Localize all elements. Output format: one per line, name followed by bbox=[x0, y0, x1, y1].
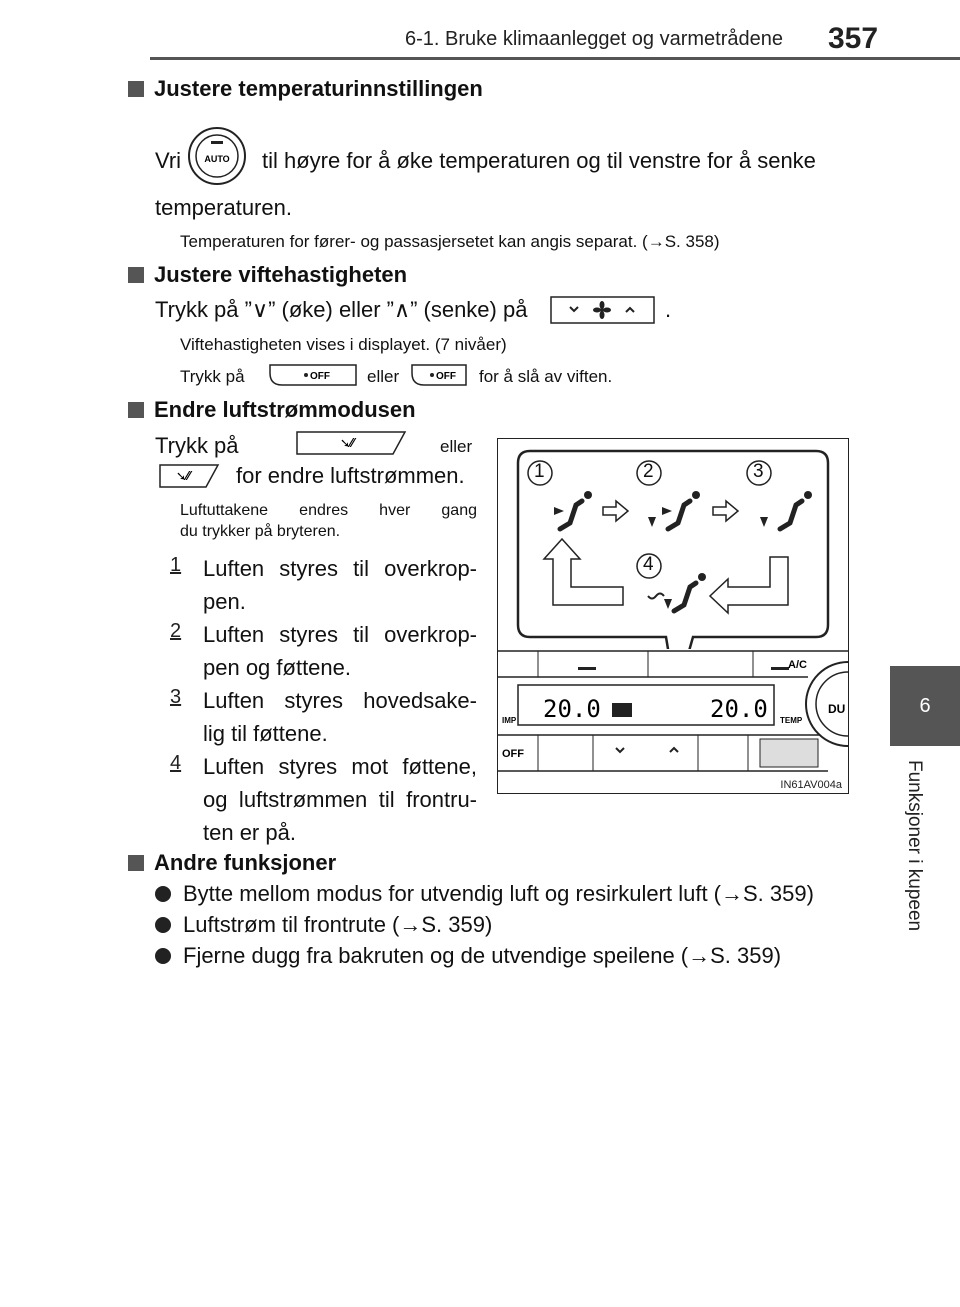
page-number: 357 bbox=[828, 22, 879, 55]
svg-text:➘⁄⁄: ➘⁄⁄ bbox=[340, 436, 355, 450]
temp-note: Temperaturen for fører- og passasjersetet kan angis separat. (→S. 358) bbox=[180, 232, 720, 251]
dial-label: DU bbox=[828, 702, 846, 716]
section-header-title: 6-1. Bruke klimaanlegget og varmetrådene bbox=[405, 28, 783, 50]
off-label: OFF bbox=[436, 371, 456, 382]
heading-temperature: Justere temperaturinnstillingen bbox=[128, 76, 483, 102]
climate-control-figure bbox=[497, 438, 849, 794]
airflow-mode-button-icon bbox=[158, 463, 220, 489]
bullet-dot-icon bbox=[155, 948, 171, 964]
bullet-item: Bytte mellom modus for utvendig luft og resirkulert luft (→S. 359) bbox=[155, 881, 814, 907]
square-bullet-icon bbox=[128, 402, 144, 418]
bullet-dot-icon bbox=[155, 886, 171, 902]
display-temp-right: 20.0 bbox=[710, 695, 768, 723]
square-bullet-icon bbox=[128, 81, 144, 97]
off-button-label: OFF bbox=[502, 748, 524, 760]
list-item: 4 Luften styres mot føttene, og luftstrømmen til frontru- ten er på. bbox=[170, 752, 477, 845]
fan-note-2-middle: eller bbox=[367, 367, 400, 386]
bullet-dot-icon bbox=[155, 917, 171, 933]
header-divider bbox=[150, 57, 960, 60]
list-item: 2 Luften styres til overkrop- pen og føttene. bbox=[170, 620, 477, 680]
list-item: 3 Luften styres hovedsake- lig til føttene. bbox=[170, 686, 477, 746]
svg-text:➘⁄⁄: ➘⁄⁄ bbox=[176, 469, 191, 483]
fan-speed-button-icon bbox=[550, 296, 655, 324]
fan-instruction-suffix: . bbox=[665, 297, 672, 322]
chapter-title: Funksjoner i kupeen bbox=[904, 760, 925, 932]
fan-note-2-suffix: for å slå av viften. bbox=[479, 367, 613, 386]
fan-note-1: Viftehastigheten vises i displayet. (7 nivåer) bbox=[180, 335, 507, 354]
knob-label: AUTO bbox=[204, 154, 230, 164]
fan-instruction: Trykk på ”∨” (øke) eller ”∧” (senke) på bbox=[155, 297, 528, 322]
airflow-note-line1: Luftuttakene endres hver gang bbox=[180, 502, 477, 519]
chapter-tab: 6 bbox=[890, 666, 960, 746]
callout-number: 4 bbox=[643, 554, 654, 575]
fan-off-button-icon bbox=[410, 363, 468, 387]
temp-left-label: IMP bbox=[502, 716, 517, 725]
bullet-item: Fjerne dugg fra bakruten og de utvendige speilene (→S. 359) bbox=[155, 943, 781, 969]
airflow-instruction-line2: for endre luftstrømmen. bbox=[236, 463, 465, 488]
airflow-note-line2: du trykker på bryteren. bbox=[180, 523, 341, 540]
list-item: 1 Luften styres til overkrop- pen. bbox=[170, 554, 477, 614]
ac-label: A/C bbox=[788, 659, 807, 671]
display-temp-left: 20.0 bbox=[543, 695, 601, 723]
figure-illustration bbox=[498, 439, 848, 793]
temp-instruction-suffix: til høyre for å øke temperaturen og til venstre for å senke bbox=[262, 148, 816, 173]
temp-instruction-line1: Vri bbox=[155, 148, 182, 173]
temp-instruction-line2: temperaturen. bbox=[155, 195, 292, 220]
square-bullet-icon bbox=[128, 855, 144, 871]
airflow-mode-list bbox=[170, 552, 477, 849]
heading-airflow: Endre luftstrømmodusen bbox=[128, 397, 416, 423]
fan-note-2-prefix: Trykk på bbox=[180, 367, 245, 386]
callout-number: 3 bbox=[753, 461, 764, 482]
figure-code: IN61AV004a bbox=[780, 779, 842, 791]
airflow-instruction-suffix: eller bbox=[440, 437, 473, 456]
heading-fan: Justere viftehastigheten bbox=[128, 262, 407, 288]
off-label: OFF bbox=[310, 371, 330, 382]
auto-knob-icon bbox=[187, 126, 247, 186]
callout-number: 2 bbox=[643, 461, 654, 482]
square-bullet-icon bbox=[128, 267, 144, 283]
bullet-item: Luftstrøm til frontrute (→S. 359) bbox=[155, 912, 492, 938]
heading-other-functions: Andre funksjoner bbox=[128, 850, 336, 876]
temp-right-label: TEMP bbox=[780, 716, 803, 725]
fan-off-button-icon bbox=[268, 363, 358, 387]
callout-number: 1 bbox=[534, 461, 545, 482]
airflow-mode-button-icon bbox=[295, 430, 407, 456]
airflow-instruction-prefix: Trykk på bbox=[155, 433, 239, 458]
